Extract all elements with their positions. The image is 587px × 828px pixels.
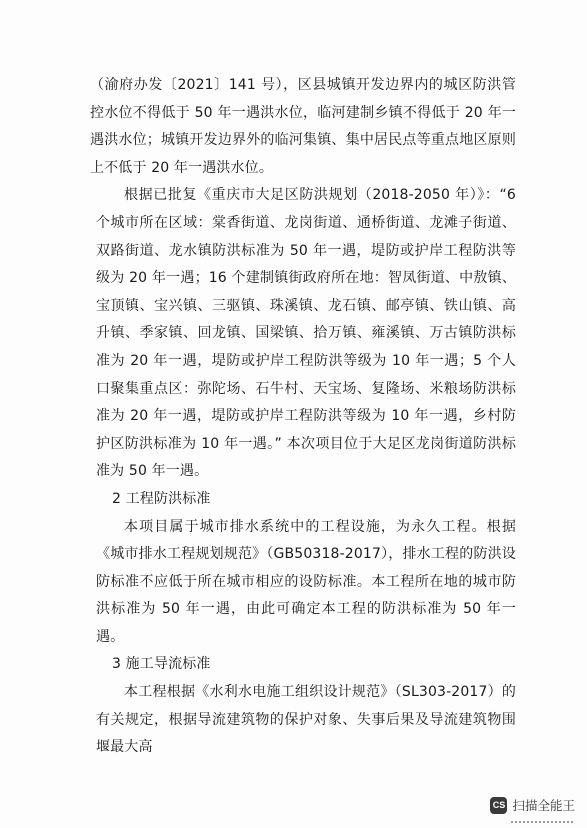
paragraph-engineering-flood-standard: 本项目属于城市排水系统中的工程设施，为永久工程。根据《城市排水工程规划规范》（GB50318-2017），排水工程的防洪设防标准不应低于所在城市相应的设防标准。本工程所在地的城市防洪标准为 50 年一遇，由此可确定本工程的防洪标准为 50 年一遇。 — [96, 518, 516, 645]
camscanner-logo-icon: CS — [490, 797, 507, 814]
paragraph-flood-plan: 根据已批复《重庆市大足区防洪规划（2018-2050 年）》：“6 个城市所在区域：棠香街道、龙岗街道、通桥街道、龙滩子街道、双路街道、龙水镇防洪标准为 50 年一遇，堤防或护岸工程防洪等级为 20 年一遇；16 个建制镇街政府所在地：智凤街道、中敖镇、宝顶镇、宝兴镇、三驱镇、珠溪镇、龙石镇、邮亭镇、铁山镇、高升镇、季家镇、回龙镇、国梁镇、拾万镇、雍溪镇、万古镇防洪标准为 20 年一遇，堤防或护岸工程防洪等级为 10 年一遇；5 个人口聚集重点区：弥陀场、石牛村、天宝场、复隆场、米粮场防洪标准为 20 年一遇，堤防或护岸工程防洪等级为 10 年一遇，乡村防护区防洪标准为 10 年一遇。” 本次项目位于大足区龙岗街道防洪标准为 50 年一遇。 — [96, 187, 516, 480]
heading-construction-diversion-standard: 3 施工导流标准 — [112, 656, 211, 673]
watermark-underline — [511, 821, 573, 826]
watermark-label: 扫描全能王 — [512, 798, 575, 813]
heading-engineering-flood-standard: 2 工程防洪标准 — [112, 490, 211, 507]
paragraph-construction-diversion: 本工程根据《水利水电施工组织设计规范》（SL303-2017）的有关规定，根据导流建筑物的保护对象、失事后果及导流建筑物围堰最大高 — [96, 684, 516, 756]
paragraph-flood-level: （渝府办发〔2021〕141 号），区县城镇开发边界内的城区防洪管控水位不得低于 50 年一遇洪水位，临河建制乡镇不得低于 20 年一遇洪水位；城镇开发边界外的临河集镇、集中居民点等重点地区原则上不低于 20 年一遇洪水位。 — [90, 77, 516, 176]
document-body — [90, 72, 516, 762]
scanner-watermark — [490, 796, 575, 814]
